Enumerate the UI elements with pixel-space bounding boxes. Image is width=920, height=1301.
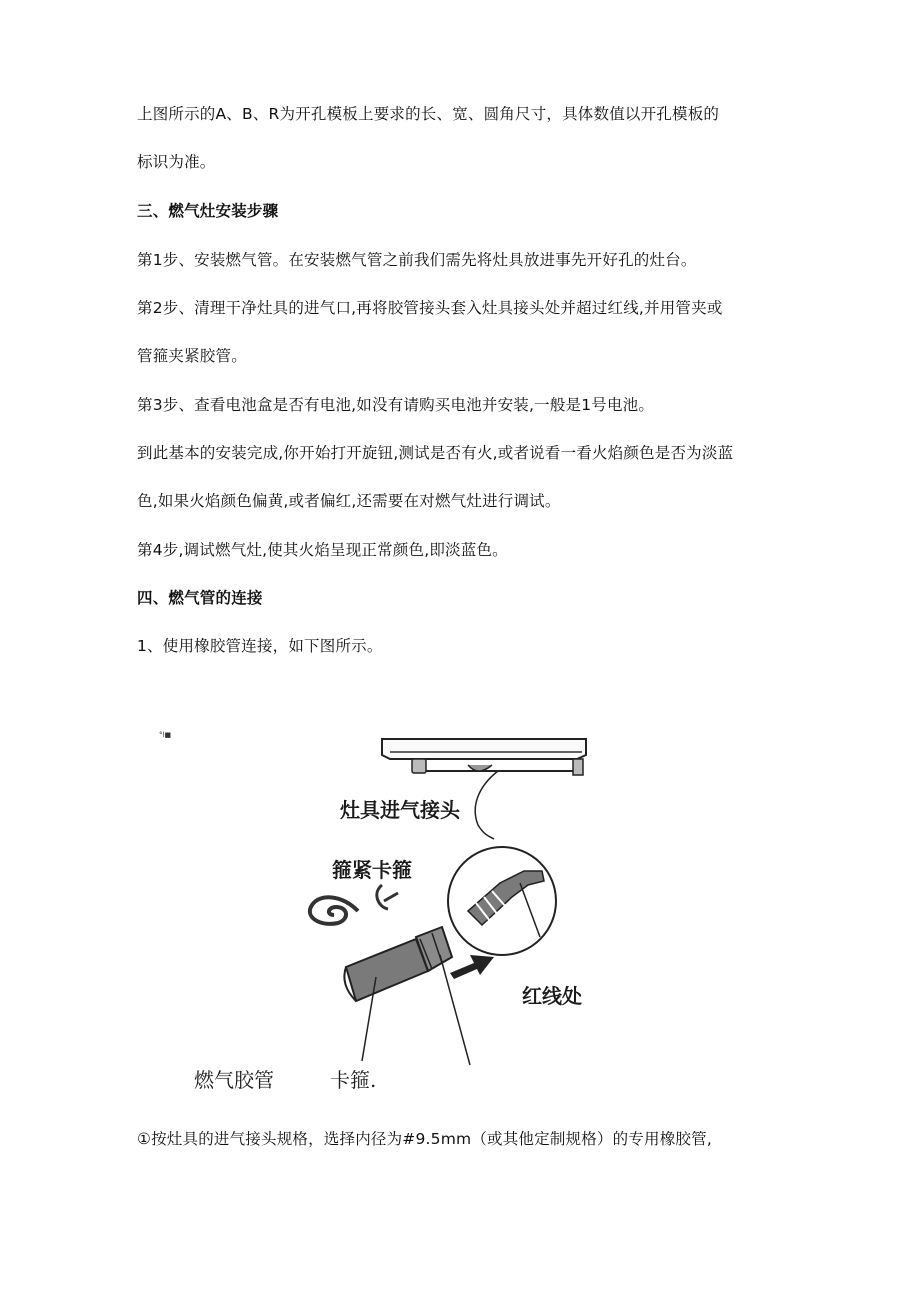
- hose-spec-text: ①按灶具的进气接头规格，选择内径为#9.5mm（或其他定制规格）的专用橡胶管,: [137, 1130, 712, 1148]
- completion-text: 到此基本的安装完成,你开始打开旋钮,测试是否有火,或者说看一看火焰颜色是否为淡蓝: [137, 444, 734, 462]
- paragraph-line-1: 上图所示的A、B、R为开孔模板上要求的长、宽、圆角尺寸，具体数值以开孔模板的: [137, 105, 720, 123]
- step-3-text: 第3步、查看电池盒是否有电池,如没有请购买电池并安装,一般是1号电池。: [137, 396, 655, 414]
- completion-continued-text: 色,如果火焰颜色偏黄,或者偏红,还需要在对燃气灶进行调试。: [137, 492, 561, 510]
- corner-mark: °l■: [159, 731, 172, 739]
- inlet-leader-line: [475, 771, 498, 839]
- caption-clamp: 卡箍.: [330, 1068, 377, 1092]
- step-2-continued-text: 管箍夹紧胶管。: [137, 347, 247, 365]
- step-4-text: 第4步,调试燃气灶,使其火焰呈现正常颜色,即淡蓝色。: [137, 541, 508, 559]
- tighten-rotation-arrow: [310, 885, 398, 924]
- label-tighten-clamp: 箍紧卡箍: [332, 858, 412, 882]
- step-1-text: 第1步、安装燃气管。在安装燃气管之前我们需先将灶具放进事先开好孔的灶台。: [137, 251, 697, 269]
- rubber-hose-intro-text: 1、使用橡胶管连接，如下图所示。: [137, 637, 383, 655]
- magnified-connector-detail: [448, 847, 556, 955]
- label-inlet-connector: 灶具进气接头: [340, 798, 460, 822]
- section-heading-gas-pipe-connection: 四、燃气管的连接: [137, 589, 263, 607]
- section-heading-installation-steps: 三、燃气灶安装步骤: [137, 202, 279, 220]
- label-red-line: 红线处: [522, 984, 582, 1008]
- stove-body-drawing: [382, 739, 586, 775]
- step-2-text: 第2步、清理干净灶具的进气口,再将胶管接头套入灶具接头处并超过红线,并用管夹或: [137, 299, 723, 317]
- gas-hose-drawing: [344, 927, 452, 1001]
- caption-gas-hose: 燃气胶管: [194, 1068, 274, 1092]
- insert-direction-arrow: [450, 955, 494, 979]
- paragraph-line-2: 标识为准。: [137, 153, 216, 171]
- hose-connection-figure: [150, 725, 610, 1095]
